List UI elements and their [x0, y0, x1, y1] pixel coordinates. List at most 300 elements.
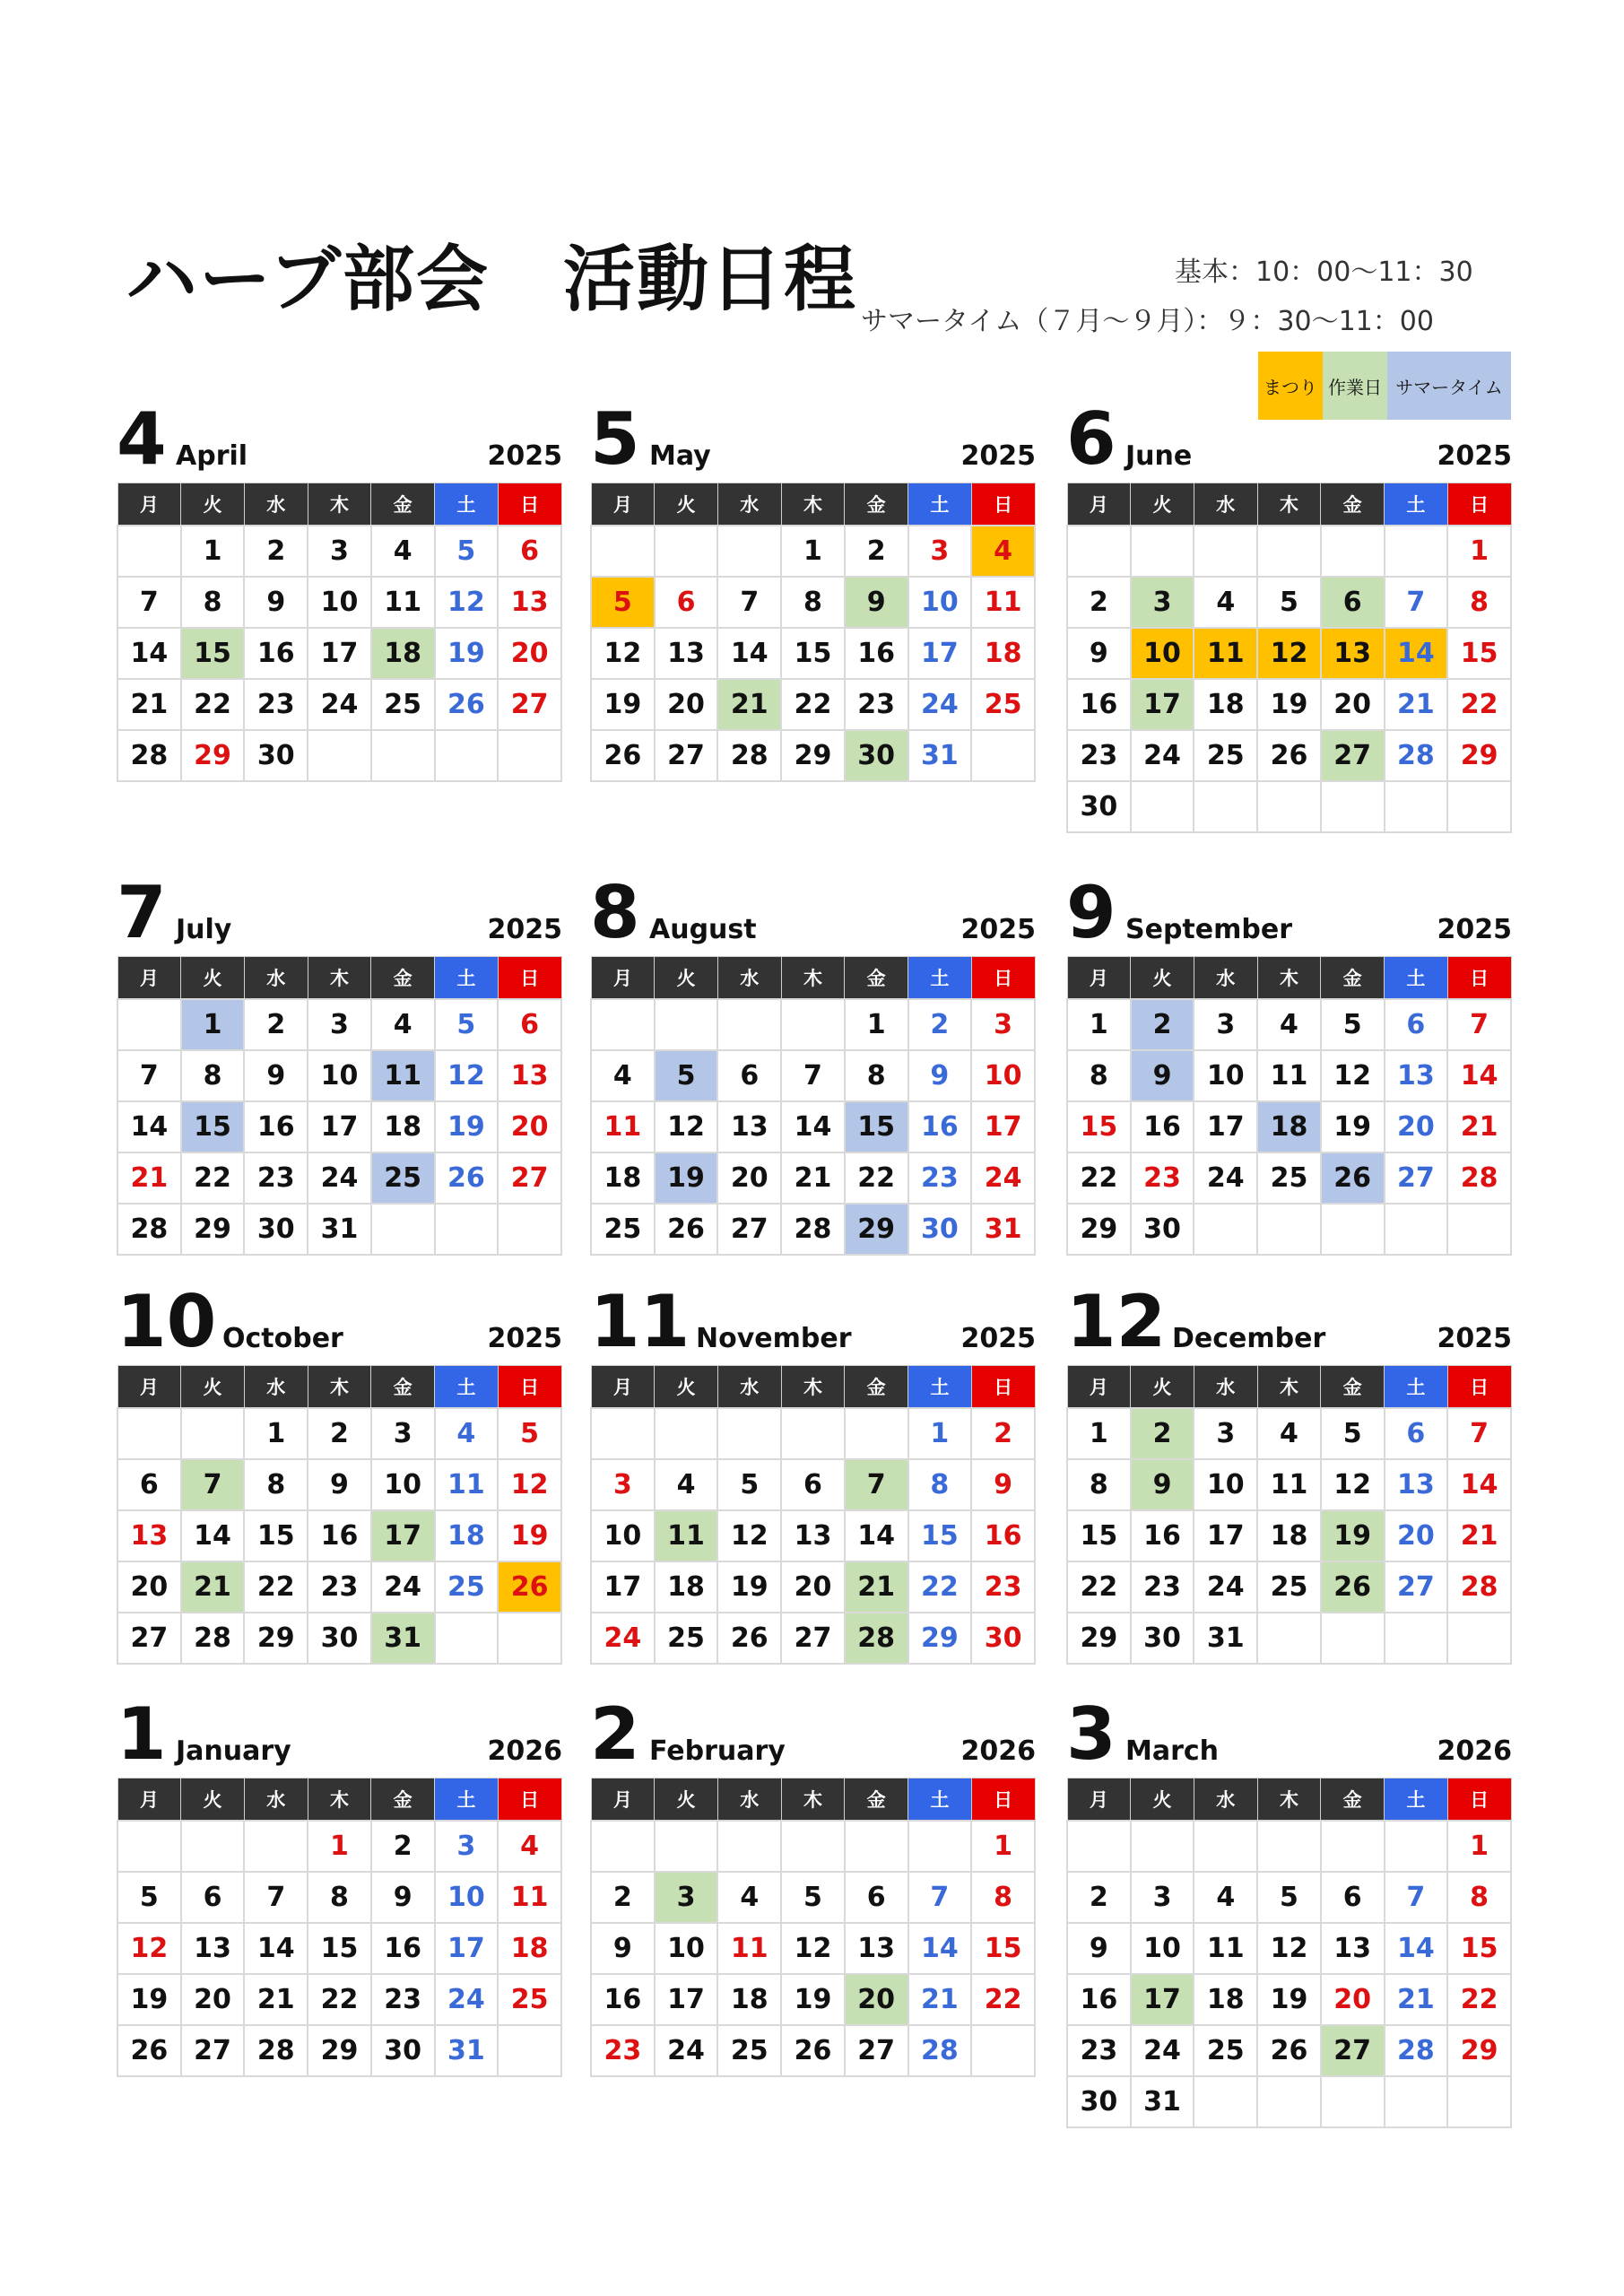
- day-cell: 22: [181, 1152, 245, 1204]
- week-row: [591, 730, 1035, 781]
- day-cell: 13: [845, 1923, 908, 1974]
- day-cell: 18: [717, 1974, 781, 2025]
- weekday-header: 日: [971, 483, 1035, 526]
- day-cell: 26: [591, 730, 655, 781]
- day-cell: 17: [655, 1974, 718, 2025]
- day-cell: 16: [1131, 1101, 1194, 1152]
- day-cell: 12: [435, 1050, 499, 1101]
- day-cell: 19: [717, 1561, 781, 1613]
- day-cell: 7: [1447, 1408, 1511, 1459]
- day-cell: 14: [1447, 1459, 1511, 1510]
- day-cell: 21: [117, 1152, 181, 1204]
- day-cell: 10: [308, 1050, 371, 1101]
- weekday-header: 木: [308, 957, 371, 1000]
- day-cell: 5: [1321, 999, 1385, 1050]
- weekday-header: 月: [117, 1779, 181, 1822]
- week-row: [117, 1561, 561, 1613]
- empty-cell: [1131, 1821, 1194, 1872]
- day-cell: 3: [308, 526, 371, 577]
- day-cell: 1: [308, 1821, 371, 1872]
- empty-cell: [1385, 526, 1448, 577]
- day-cell: 9: [1067, 1923, 1131, 1974]
- week-row: [117, 1408, 561, 1459]
- day-cell: 20: [1385, 1101, 1448, 1152]
- day-cell: 5: [117, 1872, 181, 1923]
- day-cell: 11: [371, 1050, 435, 1101]
- day-cell: 10: [435, 1872, 499, 1923]
- day-cell: 24: [591, 1613, 655, 1664]
- day-cell: 29: [908, 1613, 972, 1664]
- weekday-header: 水: [244, 483, 308, 526]
- day-cell: 25: [971, 679, 1035, 730]
- empty-cell: [371, 730, 435, 781]
- day-cell: 7: [908, 1872, 972, 1923]
- month-name: September: [1125, 914, 1292, 945]
- month-number: 12: [1066, 1280, 1167, 1363]
- empty-cell: [117, 526, 181, 577]
- weekday-header: 月: [117, 483, 181, 526]
- day-cell: 28: [908, 2025, 972, 2076]
- empty-cell: [655, 999, 718, 1050]
- weekday-header: 日: [498, 957, 561, 1000]
- day-cell: 7: [181, 1459, 245, 1510]
- month-table: [1066, 483, 1512, 833]
- day-cell: 21: [244, 1974, 308, 2025]
- day-cell: 10: [1194, 1459, 1257, 1510]
- week-row: [1067, 1561, 1511, 1613]
- month-table: [590, 483, 1036, 782]
- day-cell: 7: [1385, 1872, 1448, 1923]
- day-cell: 24: [971, 1152, 1035, 1204]
- month-table: [117, 1778, 562, 2077]
- day-cell: 12: [1321, 1459, 1385, 1510]
- month-year: 2025: [487, 914, 562, 945]
- weekday-header-row: [1067, 1779, 1511, 1822]
- day-cell: 26: [781, 2025, 845, 2076]
- week-row: [591, 1152, 1035, 1204]
- week-row: [1067, 526, 1511, 577]
- day-cell: 13: [1385, 1459, 1448, 1510]
- empty-cell: [1447, 1613, 1511, 1664]
- day-cell: 26: [435, 1152, 499, 1204]
- empty-cell: [371, 1204, 435, 1255]
- day-cell: 29: [1447, 730, 1511, 781]
- day-cell: 23: [845, 679, 908, 730]
- empty-cell: [1257, 2076, 1321, 2127]
- day-cell: 5: [435, 526, 499, 577]
- day-cell: 1: [845, 999, 908, 1050]
- month-number: 3: [1066, 1692, 1116, 1776]
- week-row: [117, 1923, 561, 1974]
- empty-cell: [498, 1613, 561, 1664]
- weekday-header: 土: [908, 957, 972, 1000]
- day-cell: 19: [435, 628, 499, 679]
- day-cell: 9: [1131, 1459, 1194, 1510]
- day-cell: 17: [1194, 1510, 1257, 1561]
- weekday-header-row: [117, 1779, 561, 1822]
- day-cell: 14: [117, 628, 181, 679]
- legend-festival: まつり: [1258, 352, 1323, 420]
- empty-cell: [1321, 526, 1385, 577]
- weekday-header-row: [117, 483, 561, 526]
- day-cell: 30: [1067, 2076, 1131, 2127]
- day-cell: 18: [1257, 1510, 1321, 1561]
- day-cell: 20: [1385, 1510, 1448, 1561]
- day-cell: 30: [244, 730, 308, 781]
- day-cell: 1: [1067, 999, 1131, 1050]
- day-cell: 19: [117, 1974, 181, 2025]
- day-cell: 2: [1067, 577, 1131, 628]
- month-name: April: [176, 440, 248, 472]
- day-cell: 24: [371, 1561, 435, 1613]
- week-row: [591, 1050, 1035, 1101]
- month-header: [1066, 1280, 1512, 1365]
- day-cell: 10: [655, 1923, 718, 1974]
- empty-cell: [908, 1821, 972, 1872]
- day-cell: 13: [655, 628, 718, 679]
- weekday-header: 木: [781, 1779, 845, 1822]
- day-cell: 13: [117, 1510, 181, 1561]
- day-cell: 12: [781, 1923, 845, 1974]
- day-cell: 30: [908, 1204, 972, 1255]
- weekday-header: 土: [908, 1779, 972, 1822]
- day-cell: 30: [1131, 1204, 1194, 1255]
- day-cell: 23: [971, 1561, 1035, 1613]
- week-row: [591, 1821, 1035, 1872]
- empty-cell: [1385, 2076, 1448, 2127]
- weekday-header: 金: [845, 483, 908, 526]
- day-cell: 22: [308, 1974, 371, 2025]
- weekday-header-row: [1067, 957, 1511, 1000]
- weekday-header: 水: [717, 1366, 781, 1409]
- day-cell: 9: [1067, 628, 1131, 679]
- day-cell: 29: [1067, 1613, 1131, 1664]
- day-cell: 27: [1385, 1561, 1448, 1613]
- day-cell: 20: [498, 628, 561, 679]
- empty-cell: [1447, 1204, 1511, 1255]
- weekday-header: 火: [655, 957, 718, 1000]
- day-cell: 17: [908, 628, 972, 679]
- day-cell: 17: [1131, 679, 1194, 730]
- day-cell: 30: [371, 2025, 435, 2076]
- weekday-header-row: [591, 1779, 1035, 1822]
- empty-cell: [717, 999, 781, 1050]
- empty-cell: [1194, 781, 1257, 832]
- week-row: [117, 577, 561, 628]
- month-name: May: [649, 440, 711, 472]
- day-cell: 13: [1321, 628, 1385, 679]
- month-table: [590, 1778, 1036, 2077]
- empty-cell: [655, 1408, 718, 1459]
- weekday-header: 火: [1131, 1366, 1194, 1409]
- weekday-header: 木: [1257, 1366, 1321, 1409]
- weekday-header: 水: [1194, 1366, 1257, 1409]
- week-row: [1067, 1974, 1511, 2025]
- month-october: [117, 1280, 562, 1665]
- day-cell: 12: [1257, 1923, 1321, 1974]
- day-cell: 28: [1447, 1152, 1511, 1204]
- empty-cell: [1385, 781, 1448, 832]
- weekday-header: 水: [244, 1366, 308, 1409]
- summer-hours: サマータイム（７月〜９月）：９：30〜11：00: [861, 306, 1434, 337]
- day-cell: 11: [655, 1510, 718, 1561]
- empty-cell: [1067, 526, 1131, 577]
- empty-cell: [1447, 2076, 1511, 2127]
- day-cell: 5: [717, 1459, 781, 1510]
- weekday-header: 木: [1257, 957, 1321, 1000]
- weekday-header: 金: [1321, 957, 1385, 1000]
- day-cell: 4: [591, 1050, 655, 1101]
- weekday-header: 金: [1321, 1366, 1385, 1409]
- day-cell: 16: [908, 1101, 972, 1152]
- week-row: [117, 628, 561, 679]
- day-cell: 11: [1194, 1923, 1257, 1974]
- day-cell: 29: [181, 1204, 245, 1255]
- week-row: [591, 1974, 1035, 2025]
- day-cell: 24: [1131, 2025, 1194, 2076]
- day-cell: 18: [435, 1510, 499, 1561]
- empty-cell: [1194, 526, 1257, 577]
- day-cell: 7: [1447, 999, 1511, 1050]
- weekday-header: 月: [1067, 483, 1131, 526]
- day-cell: 24: [308, 1152, 371, 1204]
- month-number: 8: [590, 871, 640, 954]
- day-cell: 4: [371, 526, 435, 577]
- week-row: [117, 730, 561, 781]
- week-row: [117, 1050, 561, 1101]
- empty-cell: [845, 1408, 908, 1459]
- day-cell: 22: [845, 1152, 908, 1204]
- weekday-header: 火: [655, 483, 718, 526]
- day-cell: 2: [1131, 999, 1194, 1050]
- day-cell: 21: [1447, 1510, 1511, 1561]
- weekday-header: 日: [1447, 957, 1511, 1000]
- day-cell: 23: [308, 1561, 371, 1613]
- day-cell: 4: [1194, 577, 1257, 628]
- day-cell: 2: [1131, 1408, 1194, 1459]
- day-cell: 14: [717, 628, 781, 679]
- month-header: [1066, 397, 1512, 483]
- day-cell: 24: [1194, 1561, 1257, 1613]
- day-cell: 24: [1131, 730, 1194, 781]
- day-cell: 14: [181, 1510, 245, 1561]
- empty-cell: [1321, 1613, 1385, 1664]
- day-cell: 29: [181, 730, 245, 781]
- day-cell: 16: [1067, 1974, 1131, 2025]
- empty-cell: [244, 1821, 308, 1872]
- weekday-header: 月: [591, 1366, 655, 1409]
- day-cell: 5: [498, 1408, 561, 1459]
- empty-cell: [1194, 2076, 1257, 2127]
- day-cell: 14: [781, 1101, 845, 1152]
- day-cell: 25: [1194, 730, 1257, 781]
- empty-cell: [1257, 526, 1321, 577]
- day-cell: 31: [908, 730, 972, 781]
- day-cell: 21: [845, 1561, 908, 1613]
- day-cell: 20: [845, 1974, 908, 2025]
- day-cell: 15: [1067, 1101, 1131, 1152]
- weekday-header: 金: [1321, 483, 1385, 526]
- day-cell: 15: [781, 628, 845, 679]
- day-cell: 2: [1067, 1872, 1131, 1923]
- day-cell: 17: [971, 1101, 1035, 1152]
- empty-cell: [1321, 781, 1385, 832]
- empty-cell: [1257, 1821, 1321, 1872]
- week-row: [1067, 1510, 1511, 1561]
- day-cell: 16: [1131, 1510, 1194, 1561]
- day-cell: 25: [371, 1152, 435, 1204]
- empty-cell: [308, 730, 371, 781]
- week-row: [1067, 730, 1511, 781]
- day-cell: 23: [1131, 1152, 1194, 1204]
- weekday-header: 土: [1385, 957, 1448, 1000]
- day-cell: 30: [845, 730, 908, 781]
- day-cell: 3: [591, 1459, 655, 1510]
- day-cell: 3: [308, 999, 371, 1050]
- day-cell: 15: [181, 1101, 245, 1152]
- weekday-header: 日: [971, 1779, 1035, 1822]
- day-cell: 6: [1385, 1408, 1448, 1459]
- empty-cell: [717, 526, 781, 577]
- month-number: 4: [117, 397, 167, 481]
- day-cell: 6: [1321, 577, 1385, 628]
- day-cell: 11: [1257, 1050, 1321, 1101]
- day-cell: 3: [971, 999, 1035, 1050]
- empty-cell: [1257, 1613, 1321, 1664]
- day-cell: 4: [498, 1821, 561, 1872]
- month-year: 2025: [960, 440, 1036, 472]
- month-year: 2026: [487, 1735, 562, 1767]
- month-header: [117, 397, 562, 483]
- day-cell: 8: [1067, 1459, 1131, 1510]
- empty-cell: [181, 1821, 245, 1872]
- week-row: [591, 1561, 1035, 1613]
- empty-cell: [435, 1613, 499, 1664]
- empty-cell: [971, 730, 1035, 781]
- weekday-header-row: [591, 957, 1035, 1000]
- empty-cell: [1321, 1204, 1385, 1255]
- week-row: [117, 999, 561, 1050]
- day-cell: 6: [1385, 999, 1448, 1050]
- day-cell: 8: [908, 1459, 972, 1510]
- week-row: [117, 1152, 561, 1204]
- month-name: February: [649, 1735, 786, 1767]
- day-cell: 28: [845, 1613, 908, 1664]
- month-year: 2025: [487, 440, 562, 472]
- month-number: 1: [117, 1692, 167, 1776]
- day-cell: 8: [781, 577, 845, 628]
- day-cell: 13: [498, 577, 561, 628]
- day-cell: 12: [1321, 1050, 1385, 1101]
- day-cell: 24: [908, 679, 972, 730]
- day-cell: 27: [498, 1152, 561, 1204]
- month-number: 9: [1066, 871, 1116, 954]
- day-cell: 20: [781, 1561, 845, 1613]
- day-cell: 14: [1447, 1050, 1511, 1101]
- day-cell: 13: [1385, 1050, 1448, 1101]
- day-cell: 24: [308, 679, 371, 730]
- day-cell: 21: [1447, 1101, 1511, 1152]
- month-number: 11: [590, 1280, 690, 1363]
- day-cell: 11: [1257, 1459, 1321, 1510]
- day-cell: 6: [781, 1459, 845, 1510]
- weekday-header: 土: [1385, 483, 1448, 526]
- weekday-header: 土: [435, 1366, 499, 1409]
- month-table: [590, 1365, 1036, 1665]
- week-row: [117, 1204, 561, 1255]
- day-cell: 9: [308, 1459, 371, 1510]
- weekday-header: 水: [717, 957, 781, 1000]
- day-cell: 18: [1257, 1101, 1321, 1152]
- month-number: 2: [590, 1692, 640, 1776]
- day-cell: 18: [498, 1923, 561, 1974]
- weekday-header: 月: [117, 1366, 181, 1409]
- week-row: [591, 1923, 1035, 1974]
- day-cell: 24: [1194, 1152, 1257, 1204]
- day-cell: 31: [1131, 2076, 1194, 2127]
- week-row: [1067, 781, 1511, 832]
- day-cell: 6: [845, 1872, 908, 1923]
- weekday-header: 水: [244, 957, 308, 1000]
- week-row: [117, 1974, 561, 2025]
- week-row: [591, 679, 1035, 730]
- month-july: [117, 871, 562, 1256]
- day-cell: 31: [308, 1204, 371, 1255]
- day-cell: 17: [308, 1101, 371, 1152]
- day-cell: 2: [244, 999, 308, 1050]
- empty-cell: [498, 2025, 561, 2076]
- empty-cell: [1385, 1613, 1448, 1664]
- day-cell: 28: [117, 730, 181, 781]
- empty-cell: [591, 1408, 655, 1459]
- day-cell: 15: [845, 1101, 908, 1152]
- day-cell: 29: [308, 2025, 371, 2076]
- day-cell: 12: [655, 1101, 718, 1152]
- month-name: August: [649, 914, 757, 945]
- day-cell: 1: [1447, 526, 1511, 577]
- weekday-header: 日: [1447, 1366, 1511, 1409]
- day-cell: 27: [117, 1613, 181, 1664]
- week-row: [1067, 1459, 1511, 1510]
- day-cell: 3: [1131, 1872, 1194, 1923]
- week-row: [1067, 1204, 1511, 1255]
- day-cell: 17: [1194, 1101, 1257, 1152]
- day-cell: 7: [244, 1872, 308, 1923]
- weekday-header: 木: [1257, 483, 1321, 526]
- week-row: [591, 628, 1035, 679]
- day-cell: 3: [908, 526, 972, 577]
- day-cell: 25: [1257, 1561, 1321, 1613]
- day-cell: 27: [1321, 730, 1385, 781]
- month-year: 2026: [960, 1735, 1036, 1767]
- month-december: [1066, 1280, 1512, 1665]
- weekday-header: 金: [371, 483, 435, 526]
- weekday-header: 月: [1067, 1366, 1131, 1409]
- day-cell: 13: [781, 1510, 845, 1561]
- month-year: 2026: [1437, 1735, 1512, 1767]
- weekday-header: 木: [308, 483, 371, 526]
- day-cell: 3: [371, 1408, 435, 1459]
- day-cell: 5: [655, 1050, 718, 1101]
- day-cell: 15: [308, 1923, 371, 1974]
- day-cell: 3: [1194, 999, 1257, 1050]
- weekday-header: 火: [1131, 1779, 1194, 1822]
- day-cell: 10: [371, 1459, 435, 1510]
- day-cell: 4: [1194, 1872, 1257, 1923]
- day-cell: 26: [717, 1613, 781, 1664]
- day-cell: 19: [435, 1101, 499, 1152]
- day-cell: 14: [1385, 1923, 1448, 1974]
